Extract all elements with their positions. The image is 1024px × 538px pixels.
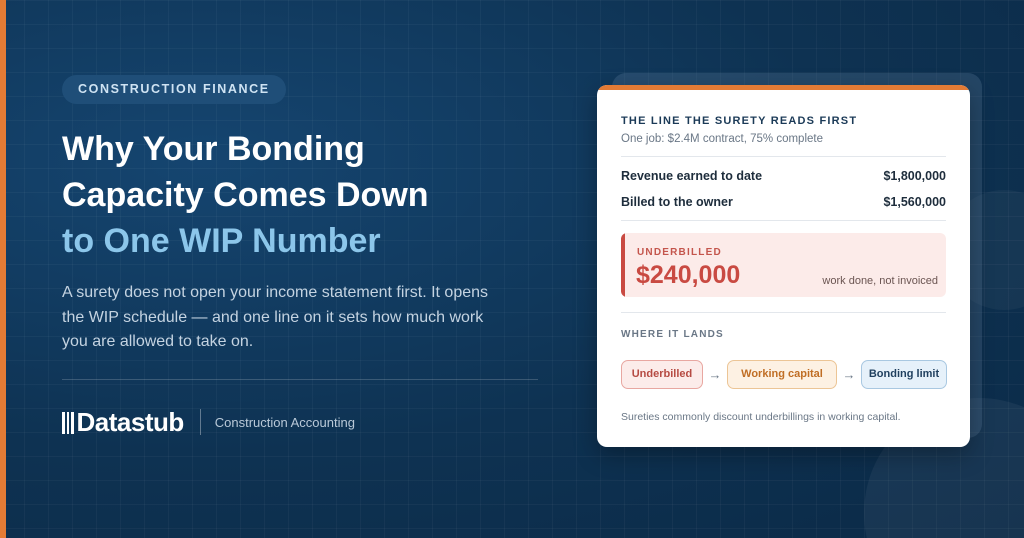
row-label: Billed to the owner (621, 195, 733, 209)
row-value: $1,800,000 (883, 169, 946, 183)
underbilled-stripe (621, 233, 625, 297)
underbilled-note: work done, not invoiced (822, 275, 938, 287)
left-accent-bar (0, 0, 6, 538)
brand-lockup (62, 408, 355, 436)
flow-chip-underbilled: Underbilled (621, 360, 703, 389)
lede-paragraph: A surety does not open your income statement first. It opens the WIP schedule — and one line on it sets how much work you are allowed to take on. (62, 284, 489, 350)
flow-chip-working-capital: Working capital (727, 360, 837, 389)
brand-name: Datastub (76, 407, 184, 437)
card-divider (621, 156, 946, 157)
category-pill: CONSTRUCTION FINANCE (62, 75, 286, 104)
divider-rule (62, 379, 538, 380)
brand-separator (200, 409, 201, 435)
underbilled-label: UNDERBILLED (637, 247, 722, 258)
flow-chip-bonding-limit: Bonding limit (861, 360, 947, 389)
headline-accent: to One WIP Number (62, 222, 381, 260)
headline-line-1: Why Your Bonding (62, 130, 365, 168)
card-subtitle: One job: $2.4M contract, 75% complete (621, 133, 823, 145)
card-title: THE LINE THE SURETY READS FIRST (621, 115, 858, 127)
flow-diagram (621, 360, 947, 389)
headline (62, 126, 502, 264)
arrow-right-icon: → (708, 367, 722, 382)
underbilled-value: $240,000 (636, 261, 741, 289)
row-revenue-earned (621, 169, 946, 183)
card-top-accent (597, 85, 970, 90)
card-divider (621, 220, 946, 221)
brand-tagline: Construction Accounting (214, 414, 355, 430)
arrow-right-icon: → (842, 367, 856, 382)
where-it-lands-label: WHERE IT LANDS (621, 329, 724, 340)
underbilled-callout (621, 233, 946, 297)
row-label: Revenue earned to date (621, 169, 763, 183)
wip-card (597, 85, 970, 447)
datastub-logo-icon (62, 410, 74, 434)
card-footnote: Sureties commonly discount underbillings in working capital. (621, 411, 901, 423)
card-divider (621, 312, 946, 313)
row-value: $1,560,000 (883, 195, 946, 209)
row-billed-owner (621, 195, 946, 209)
headline-line-2: Capacity Comes Down (62, 176, 429, 214)
